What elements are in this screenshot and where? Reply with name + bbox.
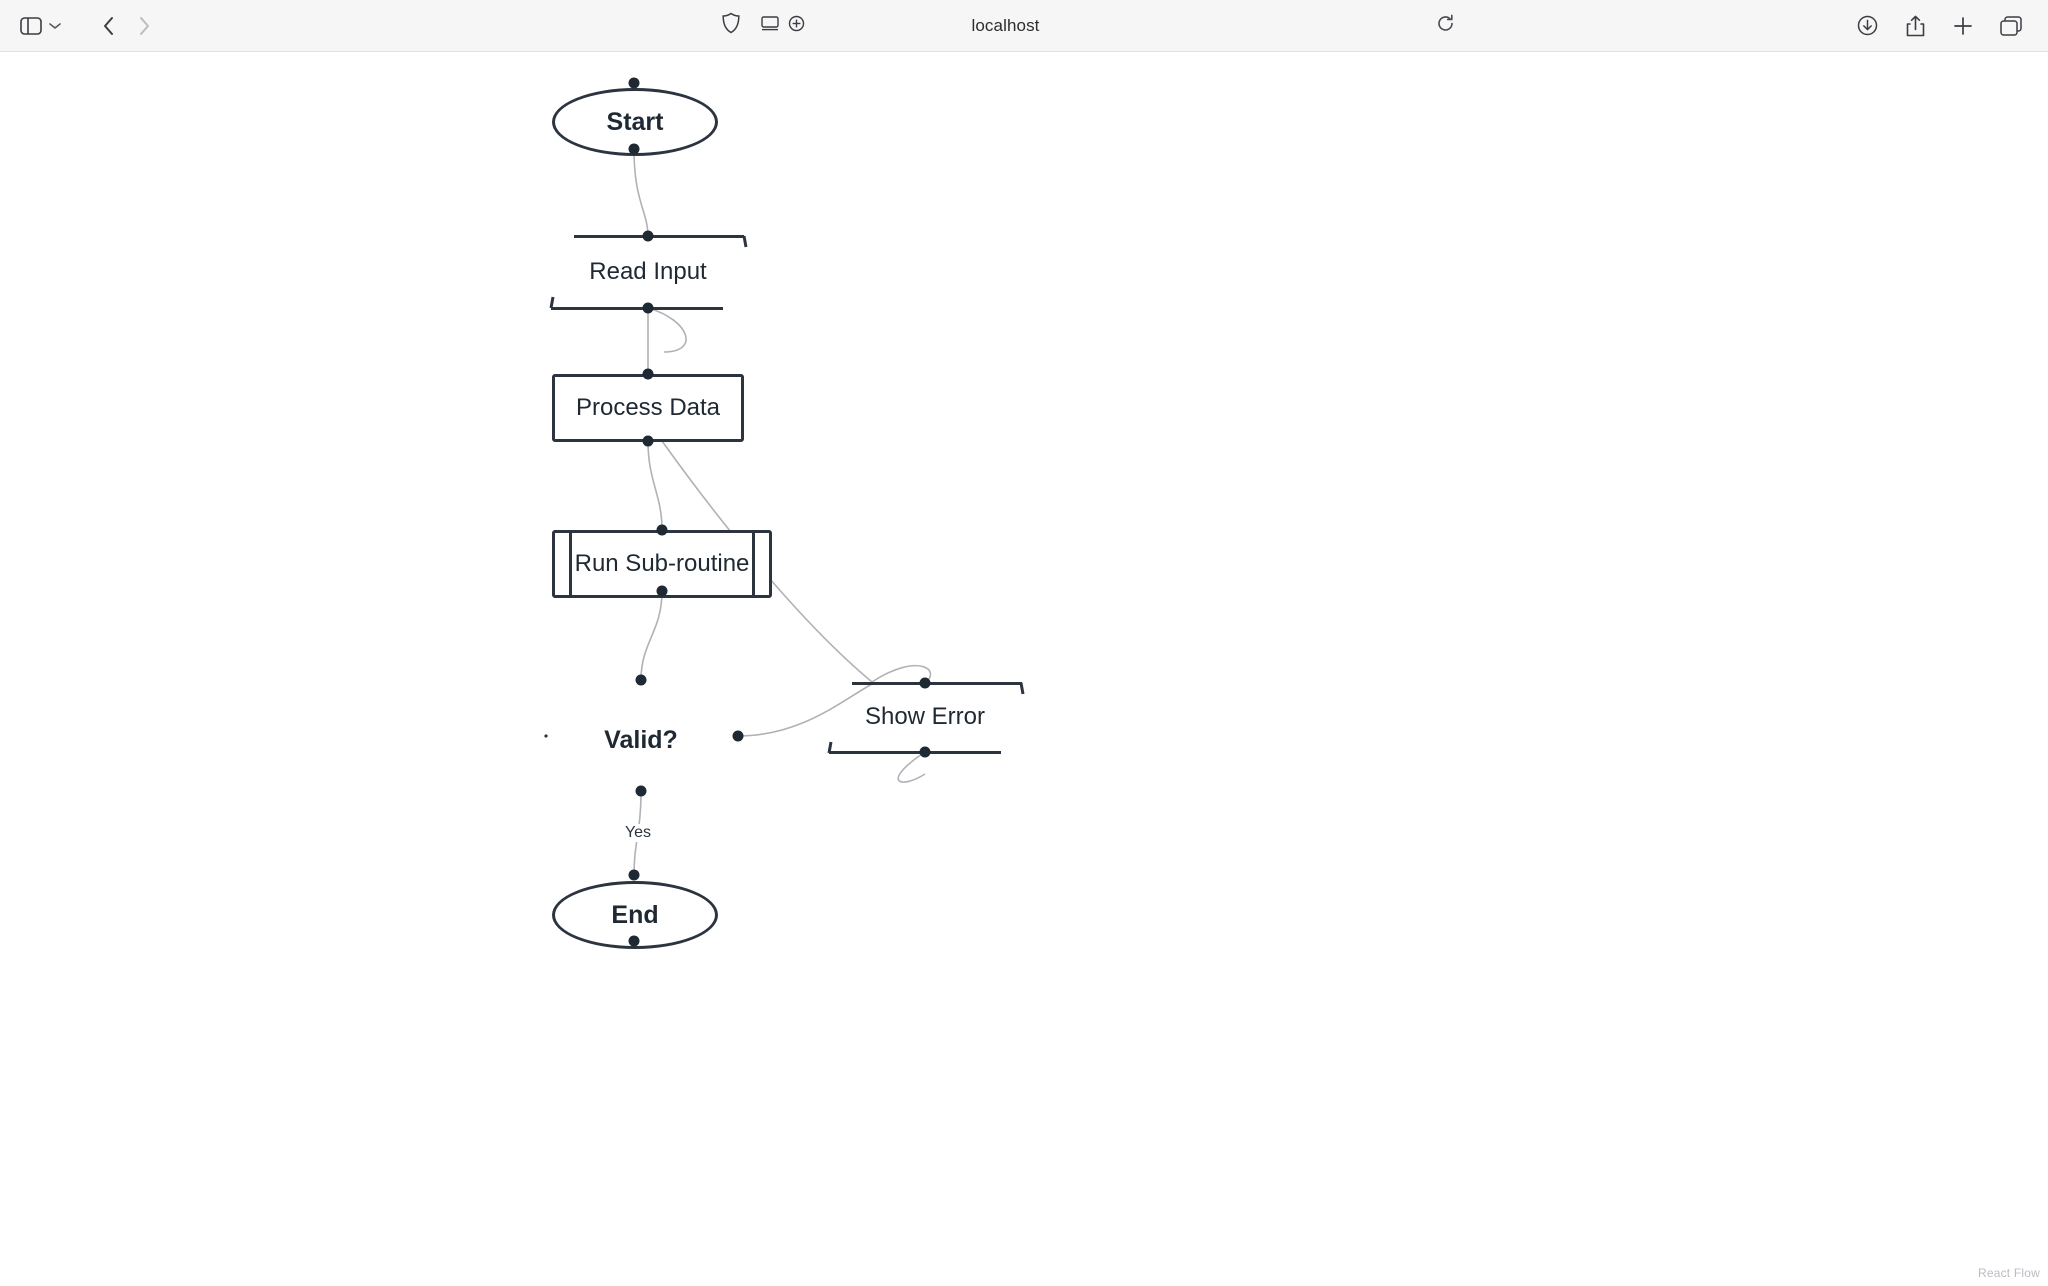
- subroutine-left-bar: [569, 533, 572, 595]
- sidebar-toggle-group[interactable]: [14, 11, 61, 41]
- handle-show-error-top[interactable]: [920, 678, 931, 689]
- forward-chevron-icon[interactable]: [127, 11, 161, 41]
- back-chevron-icon[interactable]: [91, 11, 125, 41]
- browser-right-controls: [1850, 11, 2048, 41]
- subroutine-right-bar: [752, 533, 755, 595]
- page-zoom-icon[interactable]: [788, 15, 805, 37]
- handle-start-bottom[interactable]: [629, 144, 640, 155]
- handle-process-bottom[interactable]: [643, 436, 654, 447]
- plus-icon[interactable]: [1946, 11, 1980, 41]
- node-show-error[interactable]: [825, 702, 1025, 732]
- node-run-subroutine-label: Run Sub-routine: [574, 550, 750, 577]
- handle-process-top[interactable]: [643, 369, 654, 380]
- shield-icon[interactable]: [721, 12, 741, 39]
- handle-read-input-bottom[interactable]: [643, 303, 654, 314]
- handle-end-bottom[interactable]: [629, 936, 640, 947]
- handle-subroutine-top[interactable]: [657, 525, 668, 536]
- handle-show-error-bottom[interactable]: [920, 747, 931, 758]
- node-start-label: Start: [606, 107, 664, 136]
- handle-read-input-top[interactable]: [643, 231, 654, 242]
- react-flow-attribution[interactable]: React Flow: [1977, 1266, 2040, 1280]
- node-read-input-bottom-rule: [551, 307, 723, 310]
- node-show-error-bottom-rule: [829, 751, 1001, 754]
- handle-start-top[interactable]: [629, 78, 640, 89]
- node-read-input-top-rule: [574, 235, 744, 238]
- reader-and-zoom-group[interactable]: [761, 15, 805, 37]
- browser-left-controls: [0, 11, 161, 41]
- navigation-buttons: [91, 11, 161, 41]
- url-field[interactable]: [161, 0, 1850, 51]
- address-bar[interactable]: [161, 0, 1850, 51]
- tab-overview-icon[interactable]: [1994, 11, 2028, 41]
- node-end-label: End: [611, 900, 659, 929]
- node-process-data[interactable]: [552, 374, 744, 442]
- downloads-icon[interactable]: [1850, 11, 1884, 41]
- node-read-input[interactable]: [548, 257, 748, 287]
- node-read-input-label: Read Input: [589, 258, 707, 285]
- sidebar-icon[interactable]: [14, 11, 48, 41]
- reader-view-icon[interactable]: [761, 15, 779, 36]
- url-text[interactable]: localhost: [971, 15, 1040, 35]
- node-process-data-label: Process Data: [575, 394, 721, 421]
- reload-icon[interactable]: [1436, 14, 1455, 38]
- node-show-error-label: Show Error: [864, 703, 986, 730]
- node-valid-label: Valid?: [604, 725, 678, 754]
- node-valid[interactable]: [541, 722, 741, 758]
- handle-valid-bottom[interactable]: [636, 786, 647, 797]
- edges-layer: [0, 52, 2048, 1286]
- handle-valid-top[interactable]: [636, 675, 647, 686]
- edge-process-subroutine: [648, 441, 662, 530]
- handle-valid-right[interactable]: [733, 731, 744, 742]
- browser-toolbar: [0, 0, 2048, 52]
- handle-end-top[interactable]: [629, 870, 640, 881]
- edge-read-input-loop: [648, 308, 686, 352]
- chevron-down-icon[interactable]: [49, 19, 61, 33]
- address-bar-left-icons: [721, 12, 805, 39]
- edge-label-yes: Yes: [622, 824, 654, 842]
- handle-subroutine-bottom[interactable]: [657, 586, 668, 597]
- edge-start-read-input: [634, 149, 648, 236]
- share-icon[interactable]: [1898, 11, 1932, 41]
- flow-canvas[interactable]: [0, 52, 2048, 1286]
- edge-subroutine-valid: [641, 591, 662, 680]
- node-show-error-top-rule: [852, 682, 1022, 685]
